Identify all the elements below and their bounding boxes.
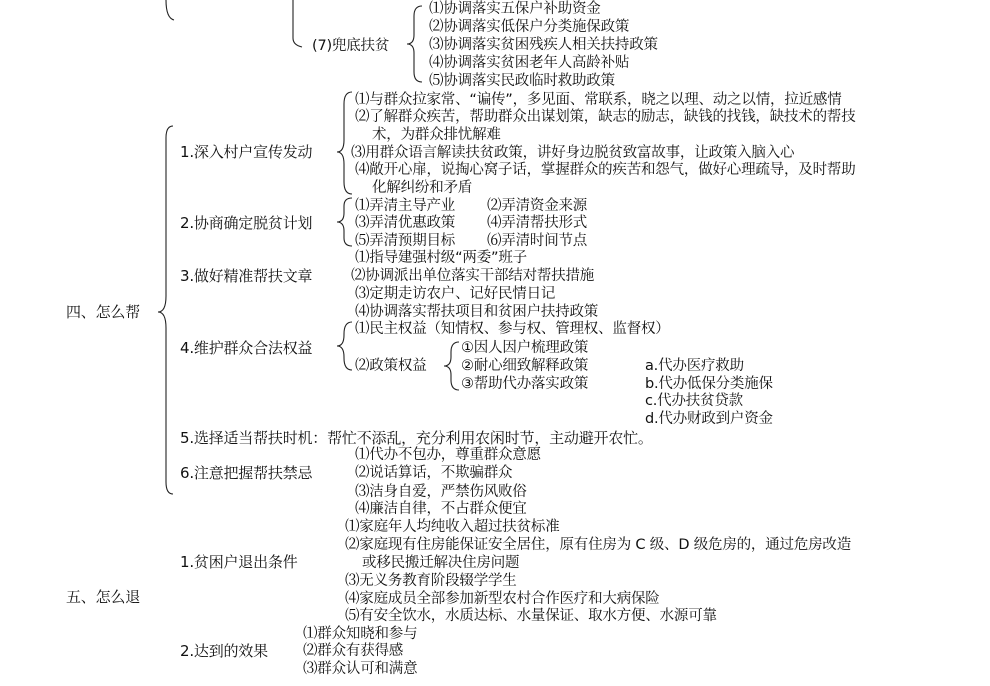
leaf-item: ⑶无义务教育阶段辍学学生 [345,573,517,589]
leaf-item: c.代办扶贫贷款 [645,393,743,409]
leaf-item: ⑷协调落实贫困老年人高龄补贴 [429,55,630,71]
leaf-item: ⑵群众有获得感 [303,643,404,659]
leaf-item: b.代办低保分类施保 [645,376,773,392]
leaf-item: ⑸有安全饮水，水质达标、水量保证、取水方便、水源可靠 [345,608,717,624]
leaf-item: ⑷协调落实帮扶项目和贫困户扶持政策 [355,304,599,320]
leaf-item: ①因人因户梳理政策 [461,340,589,356]
leaf-item: ⑵协调落实低保户分类施保政策 [429,19,630,35]
node-dbfp: (7)兜底扶贫 [312,38,390,54]
bracket-s4n4-policy [444,342,459,390]
node-s4n6: 6.注意把握帮扶禁忌 [180,464,313,482]
leaf-item: ⑶群众认可和满意 [303,661,418,677]
leaf-item: ⑴与群众拉家常、“谝传”，多见面、常联系，晓之以理、动之以情，拉近感情 [355,92,842,108]
leaf-item: ⑴协调落实五保户补助资金 [429,1,601,17]
node-s4n4: 4.维护群众合法权益 [180,339,313,357]
leaf-item: ⑵说话算话，不欺骗群众 [355,465,513,481]
node-s5n1: 1.贫困户退出条件 [180,553,298,571]
leaf-item: ⑵协调派出单位落实干部结对帮扶措施 [351,268,595,284]
leaf-item: ⑶定期走访农户、记好民情日记 [355,286,556,302]
leaf-item: ⑸弄清预期目标 [355,233,456,249]
leaf-item: ⑷弄清帮扶形式 [487,215,588,231]
leaf-item: 或移民搬迁解决住房问题 [362,555,520,571]
leaf-item: 术，为群众排忧解难 [372,127,501,143]
bracket-s4n2 [337,198,352,246]
leaf-item: ⑷家庭成员全部参加新型农村合作医疗和大病保险 [345,591,660,607]
leaf-item: ⑴代办不包办，尊重群众意愿 [355,447,541,463]
leaf-item: ⑵了解群众疾苦，帮助群众出谋划策，缺志的励志，缺钱的找钱，缺技术的帮技 [355,109,856,125]
leaf-item: d.代办财政到户资金 [645,411,773,427]
node-s5n2: 2.达到的效果 [180,642,268,660]
leaf-item: ⑵家庭现有住房能保证安全居住，原有住房为 C 级、D 级危房的，通过危房改造 [345,537,852,553]
leaf-item: ⑶用群众语言解读扶贫政策，讲好身边脱贫致富故事，让政策入脑入心 [351,145,795,161]
node-s4n1: 1.深入村户宣传发动 [180,143,313,161]
top-mid-bracket [293,0,302,47]
node-s4n5: 5.选择适当帮扶时机：帮忙不添乱，充分利用农闲时节，主动避开农忙。 [180,429,653,447]
top-left-bracket [166,0,174,20]
bracket-s4n4 [337,322,352,370]
leaf-item: ⑵政策权益 [355,358,427,374]
bracket-dbfp [407,6,422,82]
leaf-item: ⑴群众知晓和参与 [303,626,418,642]
leaf-item: ②耐心细致解释政策 [461,358,589,374]
bracket-s4n1 [337,92,352,194]
leaf-item: ③帮助代办落实政策 [461,376,589,392]
leaf-item: ⑴民主权益（知情权、参与权、管理权、监督权） [355,321,670,337]
section-title-how-to-exit: 五、怎么退 [66,588,141,606]
leaf-item: ⑷敞开心扉，说掏心窝子话，掌握群众的疾苦和怨气，做好心理疏导，及时帮助 [355,162,856,178]
leaf-item: ⑹弄清时间节点 [487,233,588,249]
leaf-item: ⑴指导建强村级“两委”班子 [355,250,527,266]
node-s4n2: 2.协商确定脱贫计划 [180,214,313,232]
bracket-section4 [158,126,173,494]
leaf-item: ⑶洁身自爱，严禁伤风败俗 [355,484,527,500]
leaf-item: ⑷廉洁自律，不占群众便宜 [355,501,527,517]
leaf-item: ⑸协调落实民政临时救助政策 [429,73,615,89]
leaf-item: ⑴家庭年人均纯收入超过扶贫标准 [345,519,560,535]
section-title-how-to-help: 四、怎么帮 [66,303,141,321]
leaf-item: 化解纠纷和矛盾 [372,180,473,196]
node-s4n3: 3.做好精准帮扶文章 [180,267,313,285]
leaf-item: ⑵弄清资金来源 [487,198,588,214]
leaf-item: ⑴弄清主导产业 [355,198,456,214]
leaf-item: ⑶协调落实贫困残疾人相关扶持政策 [429,37,658,53]
leaf-item: a.代办医疗救助 [645,358,744,374]
leaf-item: ⑶弄清优惠政策 [355,215,456,231]
